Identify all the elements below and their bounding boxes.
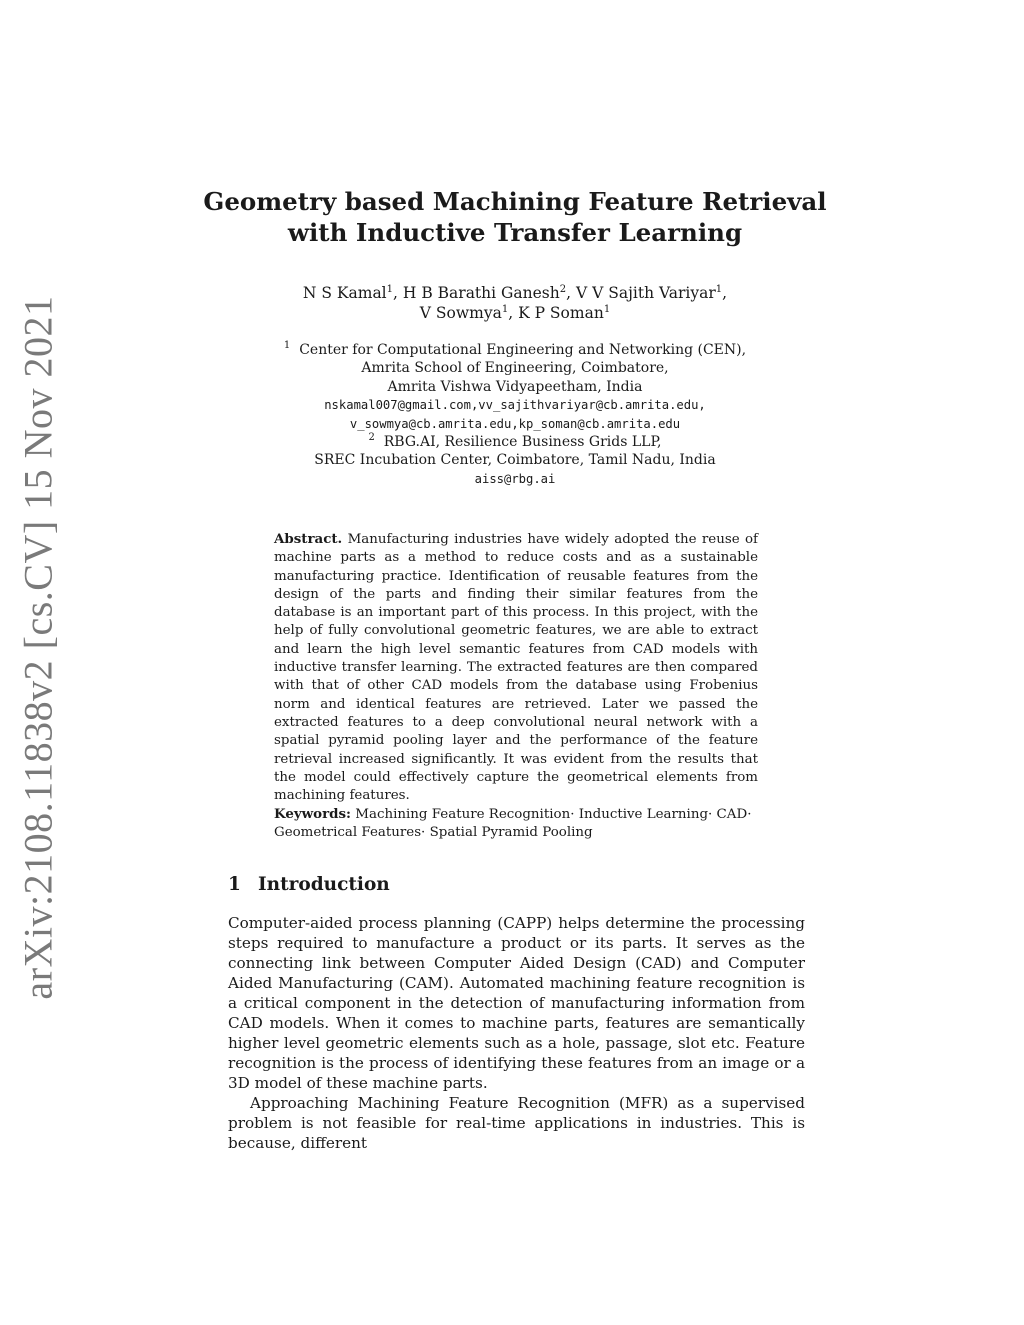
author-list: [200, 283, 830, 323]
author-name: , V V Sajith Variyar: [566, 284, 716, 302]
abstract-label: Abstract.: [274, 531, 343, 547]
author-affil-mark: 1: [715, 284, 723, 295]
affiliation-mark: 1: [283, 340, 291, 351]
affiliations: [200, 341, 830, 488]
intro-paragraph-1: Computer-aided process planning (CAPP) helps determine the processing steps required to manufacture a product or its parts. It serves as the connecting link between Computer Aided Design (CAD) and Computer Aided Manufacturing (CAM). Automated machining feature recognition is a critical component in the detection of manufacturing information from CAD models. When it comes to machine parts, features are semantically higher level geometric elements such as a hole, passage, slot etc. Feature recognition is the process of identifying these features from an image or a 3D model of these machine parts.: [228, 914, 805, 1092]
author-name: V Sowmya: [419, 304, 502, 322]
arxiv-sidebar-stamp: [10, 294, 66, 1000]
paper-title: [200, 186, 830, 248]
affiliation-1-emails-2[interactable]: v_sowmya@cb.amrita.edu,kp_soman@cb.amrita.edu: [349, 416, 681, 431]
section-title: Introduction: [258, 874, 390, 895]
author-affil-mark: 1: [501, 304, 509, 315]
affiliation-1-line-1: $^1$ Center for Computational Engineering and Networking (CEN),: [283, 340, 747, 358]
author-name: , K P Soman: [508, 304, 604, 322]
affiliation-1-line-3: Amrita Vishwa Vidyapeetham, India: [387, 378, 643, 395]
arxiv-identifier: arXiv:2108.11838v2 [cs.CV] 15 Nov 2021: [15, 294, 61, 1000]
author-name: N S Kamal: [302, 284, 387, 302]
section-heading-introduction: [228, 873, 390, 897]
author-name: , H B Barathi Ganesh: [393, 284, 560, 302]
author-affil-mark: 1: [386, 284, 394, 295]
affiliation-1-emails-1[interactable]: nskamal007@gmail.com,vv_sajithvariyar@cb.amrita.edu,: [324, 398, 706, 413]
title-line-1: Geometry based Machining Feature Retrieval: [203, 187, 827, 216]
author-line-1: [200, 283, 830, 303]
author-affil-mark: 1: [603, 304, 611, 315]
keywords-text: Machining Feature Recognition· Inductive Learning· CAD· Geometrical Features· Spatial Pyramid Pooling: [274, 807, 752, 841]
abstract-text: Manufacturing industries have widely adopted the reuse of machine parts as a method to reduce costs and as a sustainable manufacturing practice. Identification of reusable features from the design of the parts and finding their similar features from the database is an important part of this process. In this project, with the help of fully convolutional geometric features, we are able to extract and learn the high level semantic features from CAD models with inductive transfer learning. The extracted features are then compared with that of other CAD models from the database using Frobenius norm and identical features are retrieved. Later we passed the extracted features to a deep convolutional neural network with a spatial pyramid pooling layer and the performance of the feature retrieval increased significantly. It was evident from the results that the model could effectively capture the geometrical elements from machining features.: [274, 532, 758, 804]
affiliation-2-line-1: $^2$ RBG.AI, Resilience Business Grids LLP,: [368, 432, 662, 451]
keywords-label: Keywords:: [274, 806, 352, 822]
section-number: 1: [228, 874, 241, 895]
author-affil-mark: 2: [559, 284, 567, 295]
affiliation-1-line-2: Amrita School of Engineering, Coimbatore,: [361, 360, 669, 377]
intro-paragraph-2: Approaching Machining Feature Recognition (MFR) as a supervised problem is not feasible for real-time applications in industries. This is because, different: [228, 1094, 805, 1152]
affiliation-2-line-2: SREC Incubation Center, Coimbatore, Tamil Nadu, India: [314, 452, 716, 469]
author-line-2: [200, 303, 830, 323]
keywords: [274, 805, 758, 843]
affiliation-2-email[interactable]: aiss@rbg.ai: [474, 471, 556, 486]
affiliation-mark: 2: [368, 432, 375, 444]
abstract: [274, 530, 758, 805]
title-line-2: with Inductive Transfer Learning: [287, 218, 743, 247]
author-separator: ,: [722, 284, 728, 302]
introduction-body: [228, 913, 805, 1153]
